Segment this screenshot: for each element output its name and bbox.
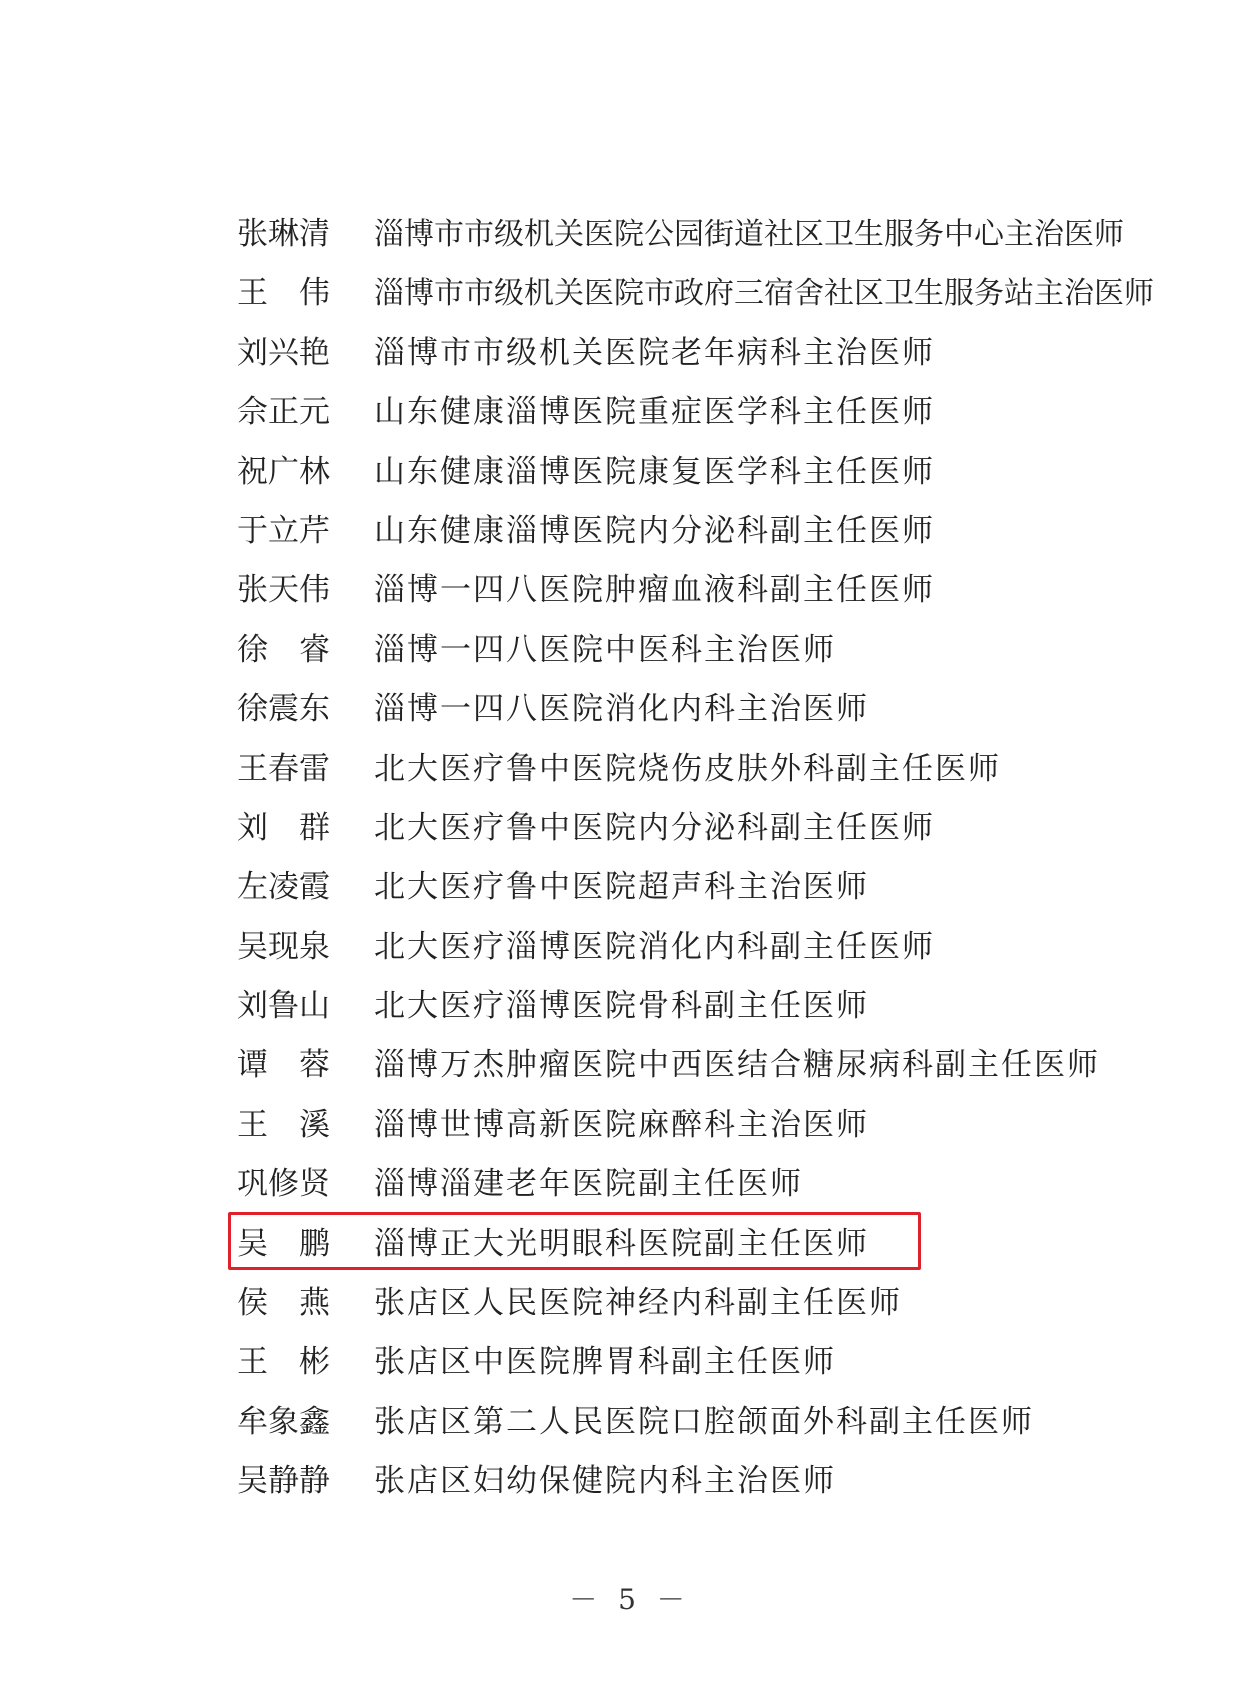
list-item bbox=[237, 561, 1137, 620]
entry-description: 张店区妇幼保健院内科主治医师 bbox=[374, 1463, 836, 1500]
list-item bbox=[237, 264, 1154, 323]
list-item bbox=[237, 1155, 1137, 1214]
list-item bbox=[237, 443, 1137, 502]
entry-description: 张店区人民医院神经内科副主任医师 bbox=[374, 1285, 902, 1322]
entry-name: 王 彬 bbox=[237, 1344, 330, 1381]
list-item bbox=[237, 799, 1137, 858]
entry-description: 北大医疗鲁中医院内分泌科副主任医师 bbox=[374, 809, 935, 846]
entry-name: 吴 鹏 bbox=[237, 1225, 330, 1262]
entry-description: 淄博万杰肿瘤医院中西医结合糖尿病科副主任医师 bbox=[374, 1047, 1100, 1084]
entry-description: 淄博正大光明眼科医院副主任医师 bbox=[374, 1225, 869, 1262]
entry-description: 淄博市市级机关医院公园街道社区卫生服务中心主治医师 bbox=[374, 217, 1124, 252]
list-item bbox=[237, 621, 1137, 680]
entry-description: 山东健康淄博医院内分泌科副主任医师 bbox=[374, 512, 935, 549]
page-number: － 5 － bbox=[569, 1583, 691, 1616]
entry-description: 北大医疗鲁中医院超声科主治医师 bbox=[374, 869, 869, 906]
entry-name: 刘鲁山 bbox=[237, 988, 330, 1025]
entry-name: 吴静静 bbox=[237, 1463, 330, 1500]
list-item bbox=[237, 1333, 1137, 1392]
entry-name: 张琳清 bbox=[237, 216, 330, 252]
entry-description: 山东健康淄博医院重症医学科主任医师 bbox=[374, 394, 935, 431]
list-item bbox=[237, 324, 1137, 383]
list-item bbox=[237, 1274, 1137, 1333]
list-item bbox=[237, 918, 1137, 977]
entry-name: 王 伟 bbox=[237, 275, 330, 312]
entry-name: 徐震东 bbox=[237, 691, 330, 728]
entry-name: 王 溪 bbox=[237, 1106, 330, 1143]
list-item bbox=[237, 502, 1137, 561]
entry-name: 吴现泉 bbox=[237, 928, 330, 965]
list-item bbox=[237, 205, 1137, 264]
list-item bbox=[237, 977, 1137, 1036]
entry-name: 佘正元 bbox=[237, 394, 330, 431]
entry-description: 山东健康淄博医院康复医学科主任医师 bbox=[374, 453, 935, 490]
entry-name: 牟象鑫 bbox=[237, 1403, 330, 1440]
entry-name: 祝广林 bbox=[237, 453, 330, 490]
entry-name: 刘 群 bbox=[237, 809, 330, 846]
entry-name: 于立芹 bbox=[237, 512, 330, 549]
list-item bbox=[237, 1096, 1137, 1155]
entry-list bbox=[237, 205, 1154, 1512]
highlight-box bbox=[228, 1212, 921, 1270]
entry-description: 张店区第二人民医院口腔颌面外科副主任医师 bbox=[374, 1403, 1034, 1440]
entry-description: 淄博世博高新医院麻醉科主治医师 bbox=[374, 1106, 869, 1143]
entry-description: 淄博市市级机关医院老年病科主治医师 bbox=[374, 334, 935, 371]
entry-name: 巩修贤 bbox=[237, 1166, 330, 1203]
entry-description: 淄博市市级机关医院市政府三宿舍社区卫生服务站主治医师 bbox=[374, 276, 1154, 312]
list-item bbox=[237, 1036, 1137, 1095]
entry-description: 淄博淄建老年医院副主任医师 bbox=[374, 1166, 803, 1203]
entry-description: 北大医疗淄博医院骨科副主任医师 bbox=[374, 988, 869, 1025]
list-item bbox=[237, 740, 1137, 799]
entry-description: 北大医疗淄博医院消化内科副主任医师 bbox=[374, 928, 935, 965]
entry-description: 淄博一四八医院消化内科主治医师 bbox=[374, 691, 869, 728]
entry-name: 王春雷 bbox=[237, 750, 330, 787]
entry-name: 刘兴艳 bbox=[237, 334, 330, 371]
list-item bbox=[237, 383, 1137, 442]
entry-name: 左凌霞 bbox=[237, 869, 330, 906]
entry-description: 张店区中医院脾胃科副主任医师 bbox=[374, 1344, 836, 1381]
list-item bbox=[237, 858, 1137, 917]
list-item bbox=[237, 1452, 1137, 1511]
entry-description: 淄博一四八医院中医科主治医师 bbox=[374, 631, 836, 668]
entry-name: 张天伟 bbox=[237, 572, 330, 609]
entry-description: 北大医疗鲁中医院烧伤皮肤外科副主任医师 bbox=[374, 750, 1001, 787]
list-item bbox=[237, 680, 1137, 739]
entry-name: 侯 燕 bbox=[237, 1285, 330, 1322]
entry-name: 徐 睿 bbox=[237, 631, 330, 668]
list-item bbox=[237, 1393, 1137, 1452]
entry-description: 淄博一四八医院肿瘤血液科副主任医师 bbox=[374, 572, 935, 609]
entry-name: 谭 蓉 bbox=[237, 1047, 330, 1084]
